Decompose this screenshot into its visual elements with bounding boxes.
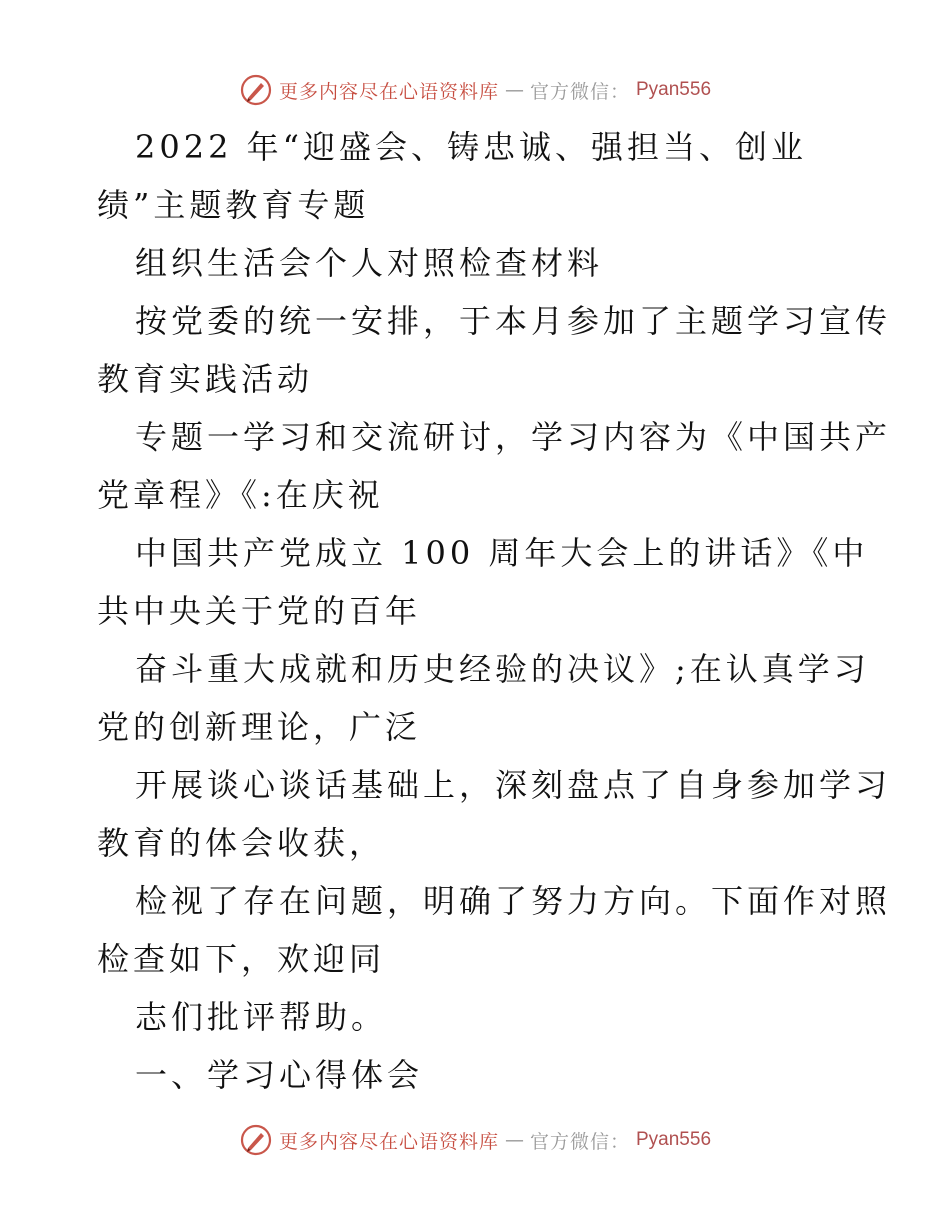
watermark-wechat-label: 官方微信：	[529, 80, 630, 103]
text-line: 检查如下，欢迎同	[97, 940, 386, 978]
footer-watermark	[0, 1120, 950, 1160]
text-line: 党的创新理论，广泛	[97, 708, 422, 746]
text-line: 共中央关于党的百年	[97, 592, 422, 630]
text-line: 一、学习心得体会	[135, 1056, 424, 1094]
watermark-wechat-label: 官方微信：	[529, 1130, 630, 1153]
pen-circle-logo-icon	[239, 1123, 273, 1157]
text-line: 教育实践活动	[97, 360, 314, 398]
watermark-separator: —	[504, 1129, 524, 1151]
text-line: 开展谈心谈话基础上，深刻盘点了自身参加学习	[135, 766, 892, 804]
text-line: 中国共产党成立 100 周年大会上的讲话》《中	[135, 534, 869, 572]
text-line: 绩”主题教育专题	[97, 186, 370, 224]
watermark-wechat-id: Pyan556	[636, 79, 712, 100]
text-line: 专题一学习和交流研讨，学习内容为《中国共产	[135, 418, 892, 456]
text-line: 检视了存在问题，明确了努力方向。下面作对照	[135, 882, 892, 920]
text-line: 组织生活会个人对照检查材料	[135, 244, 604, 282]
text-line: 党章程》《:在庆祝	[97, 476, 384, 514]
watermark-wechat-id: Pyan556	[636, 1129, 712, 1150]
watermark-text: 更多内容尽在心语资料库	[278, 80, 499, 103]
text-line: 奋斗重大成就和历史经验的决议》;在认真学习	[135, 650, 870, 688]
document-body	[97, 118, 892, 1104]
text-line: 按党委的统一安排，于本月参加了主题学习宣传	[135, 302, 892, 340]
watermark-text: 更多内容尽在心语资料库	[278, 1130, 499, 1153]
header-watermark	[0, 70, 950, 110]
watermark-separator: —	[504, 79, 524, 101]
text-line: 2022 年“迎盛会、铸忠诚、强担当、创业	[135, 128, 807, 166]
pen-circle-logo-icon	[239, 73, 273, 107]
text-line: 教育的体会收获，	[97, 824, 386, 862]
text-line: 志们批评帮助。	[135, 998, 388, 1036]
